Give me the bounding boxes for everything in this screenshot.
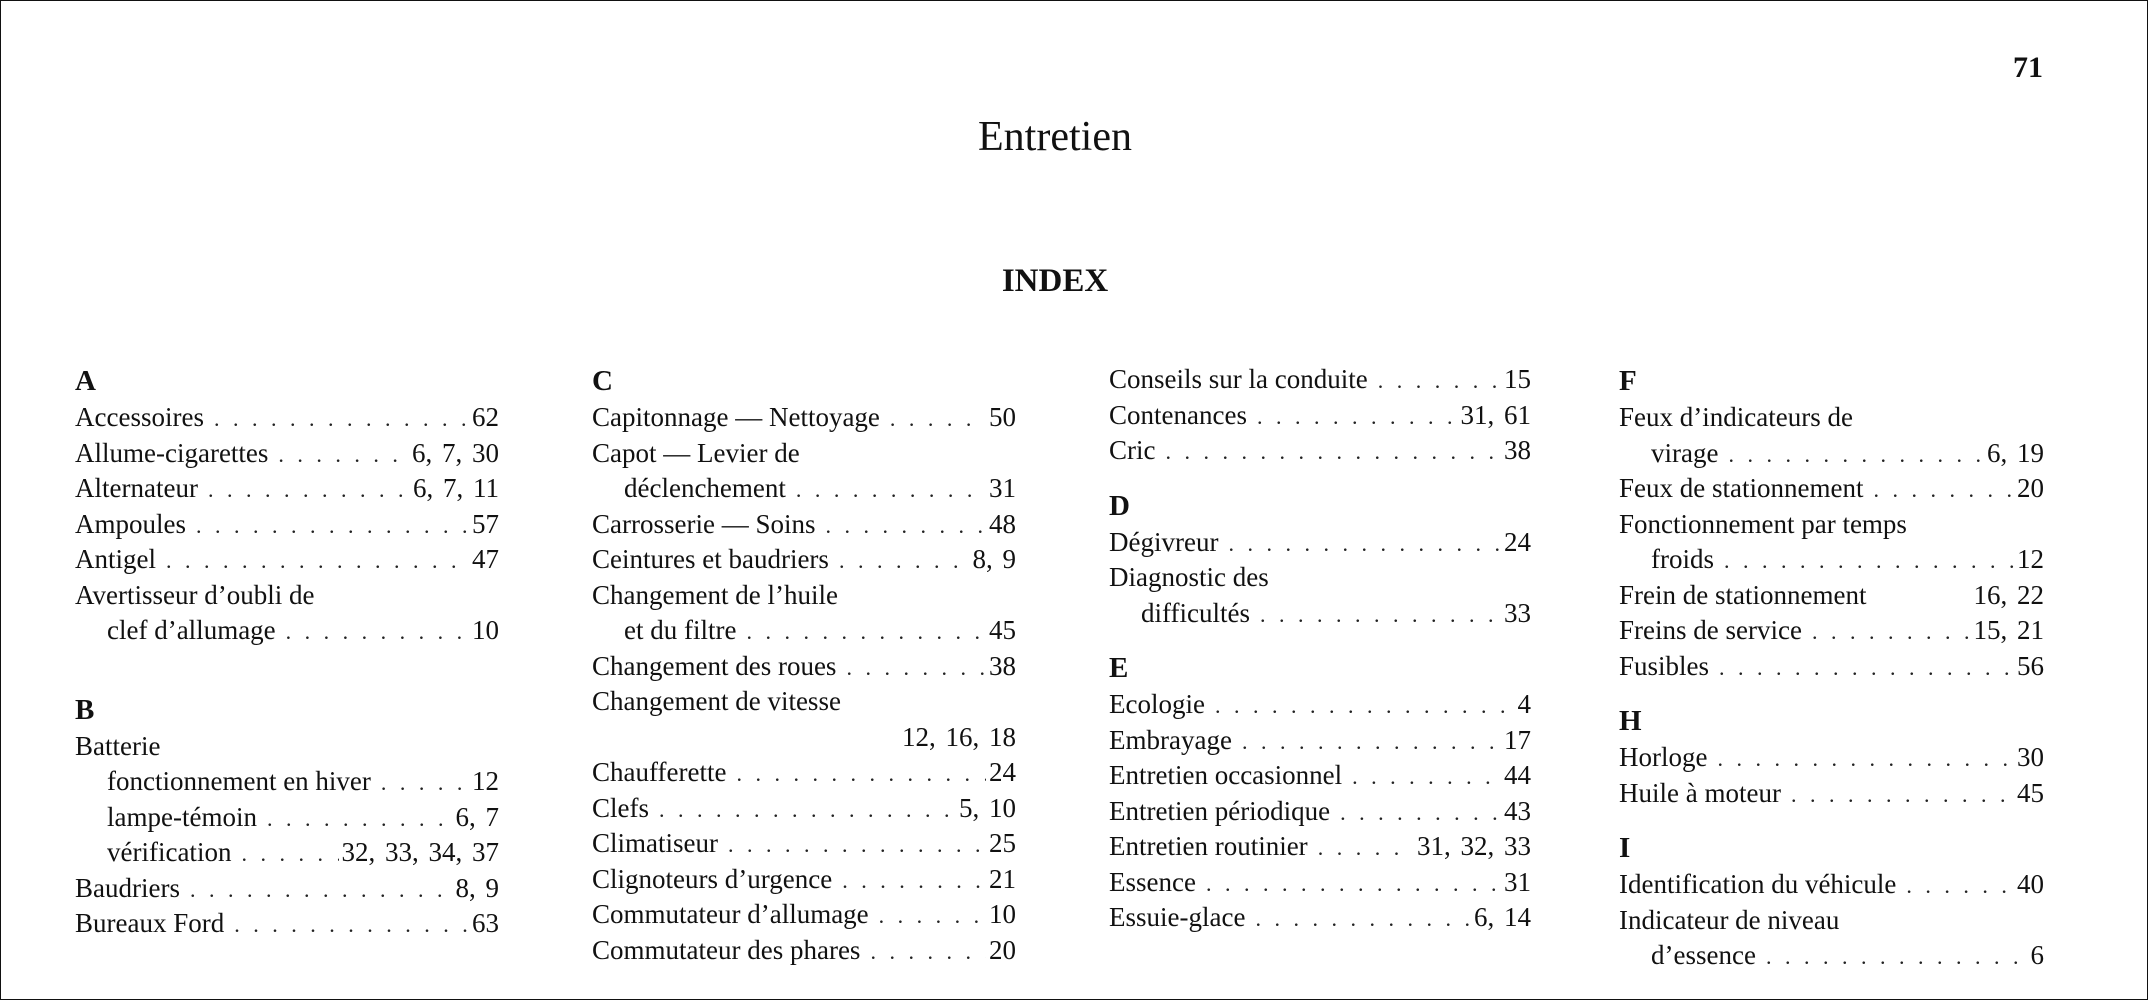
entry-label: Fusibles [1619, 650, 1710, 681]
index-section [1619, 702, 2044, 811]
dot-leader [278, 437, 409, 473]
entry-line [1109, 794, 1531, 830]
index-column-3 [1109, 362, 1531, 954]
index-entry [592, 578, 1016, 649]
dot-leader [1260, 597, 1501, 633]
index-section [1109, 649, 1531, 936]
entry-label: vérification [107, 837, 232, 867]
entry-label: difficultés [1141, 597, 1250, 628]
entry-line [75, 542, 499, 578]
entry-line [592, 755, 1016, 791]
entry-label: d’essence [1651, 940, 1756, 970]
entry-label: Freins de service [1619, 615, 1802, 645]
entry-line [592, 826, 1016, 862]
entry-pages: 17 [1504, 724, 1531, 755]
index-entry [75, 400, 499, 436]
dot-leader [879, 898, 986, 934]
entry-line [1619, 776, 2044, 812]
index-entry [1109, 758, 1531, 794]
entry-label: Commutateur des phares [592, 934, 861, 965]
entry-line [1109, 723, 1531, 759]
entry-pages: 38 [1504, 435, 1531, 465]
entry-line [75, 871, 499, 907]
dot-leader [234, 907, 469, 943]
entry-pages: 12, 16, 18 [902, 721, 1016, 752]
entry-label: et du filtre [624, 615, 737, 645]
entry-pages: 50 [989, 402, 1016, 432]
entry-line [75, 613, 499, 649]
entry-label: clef d’allumage [107, 615, 276, 645]
entry-pages: 31 [1504, 866, 1531, 897]
index-column-2 [592, 362, 1016, 986]
dot-leader [1378, 363, 1501, 399]
entry-line [592, 933, 1016, 969]
dot-leader [196, 508, 469, 544]
entry-line [1619, 740, 2044, 776]
index-entry [1109, 865, 1531, 901]
index-section [75, 362, 499, 649]
dot-leader [208, 472, 410, 508]
section-letter: A [75, 365, 96, 397]
entry-label: Capitonnage — Nettoyage [592, 402, 880, 432]
dot-leader [796, 472, 986, 508]
dot-leader [825, 508, 986, 544]
entry-line [75, 906, 499, 942]
index-entry [1109, 560, 1531, 631]
entry-label: Ampoules [75, 508, 186, 539]
entry-label: Huile à moteur [1619, 777, 1781, 808]
dot-leader [1255, 901, 1471, 937]
entry-label: Indicateur de niveau [1619, 904, 1840, 935]
entry-label: Changement des roues [592, 650, 837, 681]
index-entry [75, 906, 499, 942]
index-entry [75, 436, 499, 472]
entry-label: Essence [1109, 866, 1196, 897]
entry-line [1619, 578, 2044, 614]
entry-label: Entretien périodique [1109, 795, 1331, 826]
index-section [75, 691, 499, 942]
entry-label: Chaufferette [592, 757, 727, 787]
index-entry [592, 684, 1016, 755]
index-entry [75, 507, 499, 543]
entry-pages: 47 [472, 544, 499, 574]
entry-line [592, 613, 1016, 649]
entry-pages: 20 [2017, 473, 2044, 503]
entry-pages: 31, 32, 33 [1417, 831, 1531, 861]
dot-leader [1812, 614, 1971, 650]
entry-line [1109, 433, 1531, 469]
entry-line [75, 436, 499, 472]
index-entry [75, 871, 499, 907]
entry-label: Bureaux Ford [75, 908, 225, 938]
entry-pages: 24 [989, 757, 1016, 787]
dot-leader [728, 827, 986, 863]
entry-pages: 31 [989, 473, 1016, 503]
entry-pages: 30 [2017, 742, 2044, 772]
dot-leader [166, 543, 469, 579]
entry-pages: 45 [2017, 777, 2044, 808]
entry-pages: 24 [1504, 526, 1531, 557]
entry-label: Avertisseur d’oubli de [75, 579, 315, 610]
index-entry [592, 400, 1016, 436]
entry-line [1109, 525, 1531, 561]
entry-label: Commutateur d’allumage [592, 899, 869, 929]
entry-label: Feux de stationnement [1619, 473, 1864, 503]
entry-line [592, 542, 1016, 578]
index-entry [1619, 649, 2044, 685]
entry-line [1619, 507, 2044, 543]
dot-leader [1340, 795, 1501, 831]
entry-label: Identification du véhicule [1619, 869, 1897, 899]
entry-line [592, 649, 1016, 685]
entry-line [75, 507, 499, 543]
entry-pages: 32, 33, 34, 37 [341, 837, 499, 867]
entry-line [1109, 398, 1531, 434]
dot-leader [846, 650, 986, 686]
index-entry [592, 436, 1016, 507]
index-entry [1619, 507, 2044, 578]
entry-pages: 43 [1504, 795, 1531, 826]
entry-label: Accessoires [75, 402, 204, 432]
index-entry [75, 471, 499, 507]
dot-leader [190, 872, 453, 908]
dot-leader [1228, 526, 1501, 562]
entry-pages: 6 [2030, 940, 2044, 970]
entry-label: Entretien occasionnel [1109, 760, 1343, 790]
dot-leader [736, 756, 986, 792]
index-column-1 [75, 362, 499, 960]
dot-leader [1215, 688, 1515, 724]
entry-line [592, 471, 1016, 507]
dot-leader [842, 863, 986, 899]
entry-label: Carrosserie — Soins [592, 508, 816, 539]
index-entry [1619, 740, 2044, 776]
entry-line [1619, 471, 2044, 507]
entry-line [75, 578, 499, 614]
entry-line [1619, 649, 2044, 685]
entry-pages: 38 [989, 650, 1016, 681]
entry-pages: 33 [1504, 597, 1531, 628]
entry-line [75, 400, 499, 436]
entry-label: Fonctionnement par temps [1619, 508, 1907, 539]
entry-line [1109, 596, 1531, 632]
index-entry [1109, 433, 1531, 469]
entry-line [592, 684, 1016, 720]
entry-pages: 10 [472, 615, 499, 645]
entry-label: Changement de vitesse [592, 686, 841, 716]
entry-pages: 48 [989, 508, 1016, 539]
section-letter: H [1619, 705, 1642, 737]
entry-label: Ceintures et baudriers [592, 544, 829, 574]
entry-pages: 40 [2017, 869, 2044, 899]
dot-leader [1791, 777, 2014, 813]
entry-label: Feux d’indicateurs de [1619, 402, 1853, 432]
dot-leader [381, 765, 469, 801]
index-entry [1619, 471, 2044, 507]
entry-line [1619, 903, 2044, 939]
entry-label: Dégivreur [1109, 526, 1219, 557]
section-letter: F [1619, 365, 1637, 397]
entry-label: Essuie-glace [1109, 902, 1246, 932]
entry-pages: 15, 21 [1973, 615, 2044, 645]
entry-line [1619, 867, 2044, 903]
entry-label: froids [1651, 544, 1714, 574]
entry-label: Horloge [1619, 742, 1708, 772]
entry-pages: 6, 14 [1474, 902, 1531, 932]
section-letter: B [75, 693, 95, 726]
entry-line [1109, 829, 1531, 865]
index-entry [75, 729, 499, 871]
dot-leader [1724, 543, 2014, 579]
dot-leader [1728, 437, 1984, 473]
entry-line [1619, 436, 2044, 472]
index-entry [592, 649, 1016, 685]
entry-label: Entretien routinier [1109, 831, 1308, 861]
entry-pages: 12 [2017, 544, 2044, 574]
index-entry [1109, 794, 1531, 830]
index-entry [592, 542, 1016, 578]
chapter-title: Entretien [978, 114, 1132, 160]
index-entry [1109, 723, 1531, 759]
index-section [1109, 362, 1531, 469]
entry-line [75, 729, 499, 765]
entry-label: Ecologie [1109, 689, 1205, 719]
index-entry [592, 791, 1016, 827]
entry-pages: 57 [472, 508, 499, 539]
index-section [1619, 362, 2044, 684]
entry-label: Changement de l’huile [592, 579, 838, 610]
index-column-4 [1619, 362, 2044, 992]
entry-pages: 45 [989, 615, 1016, 645]
index-section [592, 362, 1016, 968]
dot-leader [286, 614, 469, 650]
index-entry [592, 897, 1016, 933]
index-entry [592, 862, 1016, 898]
entry-line [75, 800, 499, 836]
index-entry [592, 755, 1016, 791]
index-entry [1619, 400, 2044, 471]
entry-pages: 20 [989, 934, 1016, 965]
entry-label: Embrayage [1109, 724, 1232, 755]
entry-pages: 25 [989, 828, 1016, 858]
dot-leader [1719, 650, 2014, 686]
entry-label: Batterie [75, 730, 161, 761]
index-title: INDEX [1001, 263, 1109, 299]
entry-line [1619, 542, 2044, 578]
entry-label: Allume-cigarettes [75, 437, 269, 468]
entry-pages: 8, 9 [972, 544, 1016, 574]
entry-pages: 12 [472, 766, 499, 796]
index-section [1109, 487, 1531, 632]
entry-line [1109, 865, 1531, 901]
index-entry [1619, 578, 2044, 614]
dot-leader [1166, 434, 1502, 470]
entry-label: Diagnostic des [1109, 562, 1269, 592]
entry-label: Clignoteurs d’urgence [592, 863, 833, 894]
entry-label: Capot — Levier de [592, 437, 800, 468]
entry-label: Climatiseur [592, 828, 718, 858]
entry-pages: 10 [989, 899, 1016, 929]
entry-line [592, 578, 1016, 614]
dot-leader [214, 401, 469, 437]
entry-line [592, 507, 1016, 543]
entry-pages: 4 [1517, 689, 1531, 719]
entry-label: lampe-témoin [107, 801, 257, 832]
dot-leader [1766, 939, 2028, 975]
dot-leader [839, 543, 970, 579]
index-entry [1619, 867, 2044, 903]
entry-pages: 5, 10 [959, 792, 1016, 823]
entry-line [1109, 362, 1531, 398]
index-entry [1109, 398, 1531, 434]
entry-line [1619, 400, 2044, 436]
index-section [1619, 829, 2044, 974]
entry-pages: 15 [1504, 364, 1531, 394]
entry-pages: 16, 22 [1973, 579, 2044, 610]
entry-label: déclenchement [624, 473, 786, 503]
entry-label: Contenances [1109, 399, 1247, 430]
index-entry [592, 933, 1016, 969]
dot-leader [1206, 866, 1501, 902]
entry-pages: 6, 7 [455, 801, 499, 832]
entry-pages: 8, 9 [455, 872, 499, 903]
index-entry [75, 578, 499, 649]
index-entry [1619, 776, 2044, 812]
entry-line [1109, 758, 1531, 794]
index-entry [75, 542, 499, 578]
entry-pages: 62 [472, 402, 499, 432]
entry-pages: 63 [472, 908, 499, 938]
entry-line [75, 471, 499, 507]
entry-line [1619, 938, 2044, 974]
dot-leader [890, 401, 986, 437]
section-letter: E [1109, 652, 1129, 684]
dot-leader [870, 934, 986, 970]
entry-pages: 6, 7, 11 [413, 473, 499, 503]
dot-leader [1352, 759, 1501, 795]
dot-leader [1717, 741, 2014, 777]
entry-line [592, 897, 1016, 933]
entry-pages: 44 [1504, 760, 1531, 790]
index-entry [1109, 687, 1531, 723]
dot-leader [241, 836, 338, 872]
dot-leader [1242, 724, 1501, 760]
dot-leader [1873, 472, 2014, 508]
entry-label: Conseils sur la conduite [1109, 364, 1368, 394]
index-entry [592, 826, 1016, 862]
section-letter: D [1109, 489, 1130, 522]
entry-pages: 21 [989, 863, 1016, 894]
entry-line [592, 862, 1016, 898]
entry-label: Frein de stationnement [1619, 579, 1867, 610]
index-entry [1109, 829, 1531, 865]
entry-label: fonctionnement en hiver [107, 766, 371, 796]
dot-leader [1318, 830, 1414, 866]
entry-line [592, 720, 1016, 756]
entry-line [1109, 687, 1531, 723]
index-entry [1109, 362, 1531, 398]
index-entry [1619, 903, 2044, 974]
entry-line [1619, 613, 2044, 649]
dot-leader [267, 801, 453, 837]
entry-line [75, 764, 499, 800]
dot-leader [746, 614, 986, 650]
index-entry [1109, 900, 1531, 936]
entry-line [592, 791, 1016, 827]
entry-label: Alternateur [75, 473, 198, 503]
entry-pages: 31, 61 [1460, 399, 1531, 430]
section-letter: I [1619, 832, 1631, 864]
entry-label: virage [1651, 437, 1719, 468]
dot-leader [659, 792, 956, 828]
entry-line [75, 835, 499, 871]
entry-line [592, 400, 1016, 436]
dot-leader [1257, 399, 1458, 435]
page-number: 71 [2013, 51, 2043, 84]
index-entry [592, 507, 1016, 543]
entry-pages: 6, 19 [1987, 437, 2044, 468]
dot-leader [1906, 868, 2014, 904]
entry-line [1109, 560, 1531, 596]
index-entry [1619, 613, 2044, 649]
entry-label: Baudriers [75, 872, 180, 903]
entry-pages: 56 [2017, 650, 2044, 681]
entry-label: Clefs [592, 792, 649, 823]
entry-label: Cric [1109, 435, 1156, 465]
entry-label: Antigel [75, 544, 156, 574]
entry-line [592, 436, 1016, 472]
entry-pages: 6, 7, 30 [412, 437, 499, 468]
entry-line [1109, 900, 1531, 936]
index-entry [1109, 525, 1531, 561]
section-letter: C [592, 365, 613, 397]
